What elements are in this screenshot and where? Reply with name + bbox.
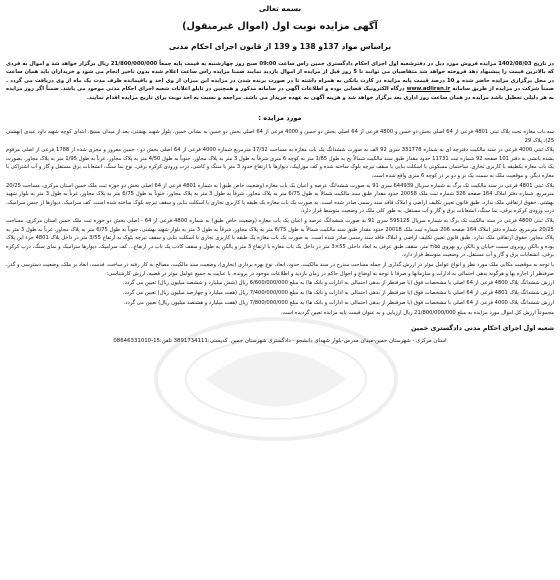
body-paragraph: ارزش ششدانگ پلاک 4801 فرعی از 64 اصلی با مشخصات فوق (با صرفنظر از بدهی احتمالی به ادارات و بانک ها) به مبلغ 7/400/000/000 ریال (هفت میلیارد و چهارصد میلیون ریال) تعیین می گردد. bbox=[122, 290, 554, 297]
body-paragraph: ارزش ششدانگ پلاک 4800 فرعی از 64 اصلی با مشخصات فوق (با صرفنظر از بدهی احتمالی به ادارات و بانک ها) به مبلغ 6/600/000/000 ریال (شش میلیارد و ششصد میلیون ریال) تعیین می گردد. bbox=[123, 280, 554, 287]
notice-title: آگهی مزایده نوبت اول (اموال غیرمنقول) bbox=[182, 21, 378, 32]
law-reference: براساس مواد 137و 138 و 139 از قانون اجرای احکام مدنی bbox=[168, 42, 392, 51]
section-title: مورد مزایده : bbox=[258, 114, 302, 123]
adliran-link[interactable]: www.adliran.ir bbox=[406, 86, 451, 93]
intro-paragraph bbox=[6, 60, 554, 102]
auction-notice bbox=[6, 4, 554, 572]
body-paragraph: ارزش ششدانگ پلاک 4000 فرعی از 64 اصلی با مشخصات فوق (با صرفنظر از بدهی احتمالی به ادارات و بانک ها) به مبلغ 7/800/000/000 ریال (هفت میلیارد و هشتصد میلیون ریال) تعیین می گردد. bbox=[123, 300, 554, 307]
body-paragraph: پلاک ثبتی 4800 فرعی در سند مالکیت تک برگ به شماره سریال 595125 سری 91 به صورت ششدانگ عرصه و اعیان یک باب مغازه (وضعیت خاص طبق) به شماره 4800 فرعی از 64 - اصلی بخش دو حوزه ثبت ملک خمین استان مرکزی، مساحت 20/25 مترمربع، شماره دفتر املاک 164 صفحه 206 شماره ثبت ملک 20018 حدود مقدار طبق سند مالکیت شمالاً به طول 6/75 متر به پلاک مجاور، شرقاً به طول 3 متر به بلوار شهید بهشتی، جنوباً به طول 6/75 متر به پلاک مجاور، غرباً به طول 3 متر به پلاک مجاور. حقوق ارتفاقی ملک ندارد. طبق قانون تعیین تکلیف اراضی و املاک فاقد سند رسمی صادر شده است. به صورت یک باب مغازه یک طبقه با کاربری تجاری با اسکلت بنایی و سقف تیرچه بلوک به ارتفاع 3/55 متر در داخل پلاک 4801 جزء این پلاک بوده و بالکن روبروی سمت خیابان و بالکن رو بهروی ۳/۵۵ متر، سقف طبق عرفی به ابعاد داخلی 55×3 متر در داخل یک باب مغازه با ارتفاع 3 متر و بالکن به طول و سقف کاذب یک باب در ارتفاع... کف سرامیک، دیوارها سرامیک و نمای سنگ، درب کرکره برقی، انشعابات برق و گاز و آب مستقل، در وضعیت متوسط قرار دارد. bbox=[6, 218, 554, 259]
intro-text-after-link: درگاه الکترونیک قضایی بوده و اطلاعات آگهی در سامانه مذکور و همچنین در تابلو اعلانات شعبه اجرای احکام مدنی موجود می باشد. ضمناً اگر روز مزایده به هر دلیلی تعطیل باشد مزایده در همان ساعت روز اداری بعد برگزار خواهد شد و هزینه آگهی به عهده خریدار می باشد. bbox=[6, 86, 554, 101]
footer-address: استان مرکزی - شهرستان خمین-میدان مدرس-بلوار شهدای دانشجو - دادگستری شهرستان خمین. کدپستی:3891734111 تلفن:15-08646331010 bbox=[113, 337, 447, 344]
intro-text: در تاریخ 1402/08/03 مزایده فروش مورد ذیل در دفترشعبه اول اجرای احکام دادگستری خمین راس ساعت 09:00 صبح روز چهارشنبه به قیمت پایه جمعاً 21/800/000/000 ریال برگزار خواهد شد و اموال به فردی که بالاترین قیمت را پیشنهاد دهد فروخته خواهد شد متقاضیان می توانند تا 5 روز قبل از مزایده از اموال بازدید نمایند ضمنا مزایده راس ساعت اعلام شده بدون تاخیر انجام می شود و خریداران باید همان ساعت در محل برگزاری مزایده حاضر شده و 10 درصد قیمت پایه مزایده در کارت بانکی به همراه داشته تا در صورت برنده شدن در مزایده این میزان از وی اخذ و باقیمانده ظرف مدت یک ماه از وی دریافت می گردد . ضمناً شرکت در مزایده از طریق سامانه bbox=[6, 61, 555, 93]
basmala: بسمه تعالی bbox=[258, 4, 302, 13]
body-paragraph: پلاک ثبتی 4801 فرعی در سند مالکیت تک برگ به شماره سریال 644939 سری 91 به صورت ششدانگ عرصه و اعیان یک باب مغازه (وضعیت خاص طبق) به شماره 4801 فرعی از 64 اصلی بخش دو حوزه ثبت ملک خمین استان مرکزی، مساحت 20/25 مترمربع، شماره دفتر املاک 164 صفحه 326 شماره ثبت ملک 20058 حدود مقدار طبق سند مالکیت شمالاً به طول 6/75 متر به پلاک مجاور، شرقاً به طول 3 متر به پلاک مجاور، جنوباً به طول 6/75 متر به پلاک مجاور، غرباً به طول 3 متر به بلوار شهید بهشتی. حقوق ارتفاقی ملک ندارد. طبق قانون تعیین تکلیف اراضی و املاک فاقد سند رسمی صادر شده است. به صورت یک باب مغازه یک طبقه با کاربری تجاری با اسکلت بنایی و سقف تیرچه بلوک ساخته شده است. کف سرامیک، دیوارها از جنس سرامیک، درب ورودی کرکره برقی، نما سنگ، انشعابات برق و گاز و آب مستقل. به طور کلی ملک در وضعیت متوسط قرار دارد. bbox=[6, 182, 555, 215]
footer-office: شعبه اول اجرای احکام مدنی دادگستری خمین bbox=[410, 323, 554, 332]
intro-text-tail: مراجعه و نسبت به اخذ نوبت برای تاریخ مزایده اقدام نمایند. bbox=[87, 94, 242, 101]
body-paragraph: با توجه به موقعیت مکانی ملک مورد نظر و انواع عوامل موثر در ارزش گذاری از جمله مساحت مندرج در سند مالکیت، حدود، ابعاد، نوع بهره برداری (تجاری)، وضعیت سند مالکیت، مصالح به کار رفته در ساخت، قدمت، ابعاد بر ملک، وضعیت دسترسی و گذر، صرفنظر از اجاره بها و هرگونه بدهی احتمالی به ادارات و سازمانها و صرفا با توجه به اوضاع و احوال حاکم در زمان بازدید و اطلاعات موجود در پرونده، با عنایت به جمیع عوامل موثر در قضیه، ارزش کارشناسی: bbox=[6, 262, 554, 277]
body-paragraph: پلاک ثبتی 4000 فرعی در سند مالکیت دفترچه ای به شماره 331778 سری 92 الف به صورت ششدانگ یک باب مغازه به مساحت 17/32 مترمربع شماره 4000 فرعی از 64 اصلی بخش دو - خمین مفروز و مجزی شده از 1788 فرعی از اصلی مرقوم بشده بانشی به دفتر 101 صفحه 92 شماره ثبت 11731 حدود مقدار طبق سند مالکیت شمالاً پخ به طول 1/85 متر به کوچه 6 متری شرقاً به طول 3 متر به پلاک مجاور، جنوباً به طول 4/50 متر به پلاک مجاور، غرباً به طول 1/95 متر به پلاک مجاور. بصورت یک باب مغازه یکطبقه با کاربری تجاری. ساختمان مسکونی با اسکلت بنایی با سقف تیرچه بلوک ساخته شده و کف موزاییک، دیوارها با ارتفاع حدود 3 متر با سنگ و کاشی، درب ورودی کرکره برقی، نوع نما سنگ، انشعابات برق مستقل و گاز و آب اشتراکی با مغازه دیگر، و موقعیت ملک به سمت یک بر و دو بر در کوچه 6 متری واقع شده است. bbox=[6, 147, 555, 179]
body-paragraph: مجموعاً ارزش کل اموال مورد مزایده به مبلغ 21/800/000/000 ریال ارزیابی و به عنوان قیمت پایه مزایده تعیین گردیده است. bbox=[280, 310, 554, 317]
auction-items bbox=[6, 128, 554, 318]
body-paragraph: سه باب مغازه تحت پلاک ثبتی 4801 فرعی از 64 اصلی بخش دو خمین و 4800 فرعی از 64 اصلی بخش دو خمین و 4000 فرعی از 64 اصلی بخش دو خمین به نشانی خمین، بلوار شهید بهشتی، بعد از میدان بسیج، ابتدای کوچه شهید داود عیدی (بهشتی 25)، پلاک 29 bbox=[6, 129, 554, 144]
